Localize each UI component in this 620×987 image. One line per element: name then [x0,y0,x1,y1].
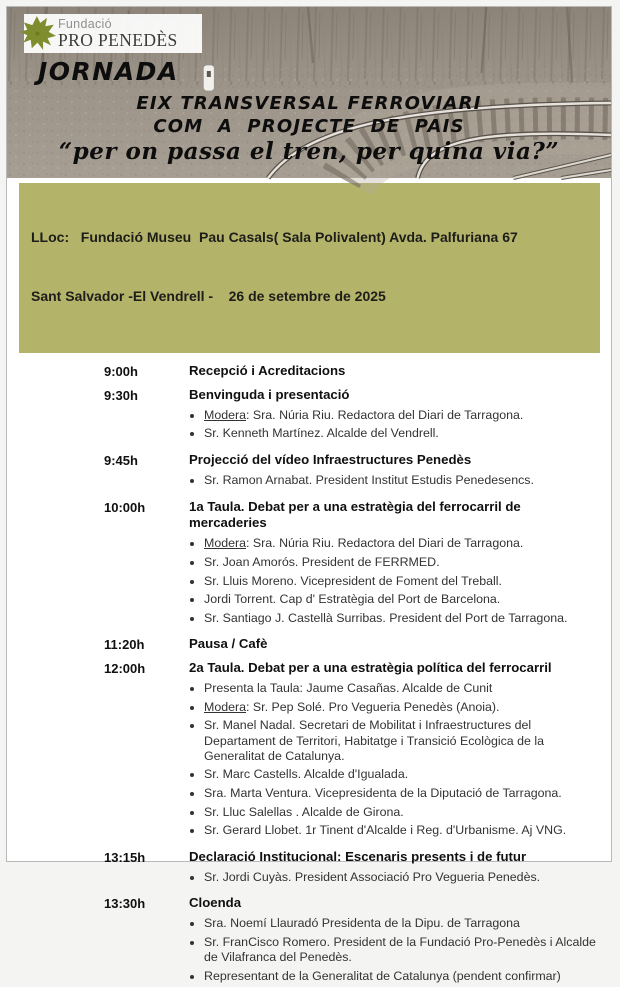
logo-line2: PRO PENEDÈS [58,29,178,50]
time-label: 9:30h [104,387,138,403]
title-line2: COM A PROJECTE DE PAIS [153,116,465,137]
schedule-row [104,452,603,492]
subtitle-quote: “per on passa el tren, per quina via?” [58,138,560,165]
schedule-row [104,895,603,987]
time-label: 9:00h [104,364,138,379]
schedule-row [104,499,603,630]
schedule [7,353,611,987]
schedule-row [104,387,603,445]
time-label: 13:15h [104,849,146,865]
session-content [189,660,603,842]
schedule-row [104,363,603,380]
leaf-icon [20,15,56,51]
speaker-item: • Jordi Torrent. Cap d' Estratègia del Port de Barcelona. [204,592,596,607]
speaker-item: • Sr. Ramon Arnabat. President Institut Estudis Penedesencs. [204,473,596,488]
moderator-label: Modera [204,407,247,422]
session-title: 2a Taula. Debat per a una estratègia política del ferrocarril [189,660,552,676]
moderator-label: Modera [204,699,247,714]
speaker-item: • Sra. Noemí Llauradó Presidenta de la Dipu. de Tarragona [204,916,596,931]
speaker-item: • Sr. Marc Castells. Alcalde d'Igualada. [204,767,596,782]
speaker-list [189,916,603,984]
session-title: Projecció del vídeo Infraestructures Penedès [189,452,472,468]
milestone-marker [203,65,214,91]
speaker-item: • Sr. FranCisco Romero. President de la Fundació Pro-Penedès i Alcalde de Vilafranca del Penedès. [204,935,596,965]
time-label: 11:20h [104,637,145,653]
speaker-item: • Sr. Kenneth Martínez. Alcalde del Vendrell. [204,426,596,441]
speaker-list [189,536,603,626]
speaker-list [189,408,603,442]
session-title: Benvinguda i presentació [189,386,350,402]
kicker-jornada: JORNADA [38,57,179,86]
poster-page [6,6,612,983]
time-label: 10:00h [104,499,146,515]
session-content [189,387,603,445]
time-label: 12:00h [104,661,146,677]
session-content [189,363,603,380]
session-content [189,636,603,653]
header-photo [7,7,611,178]
speaker-item: • Sr. Jordi Cuyàs. President Associació Pro Vegueria Penedès. [204,870,596,885]
speaker-item: • Sr. Santiago J. Castellà Surribas. President del Port de Tarragona. [204,611,596,626]
speaker-list [189,473,603,488]
speaker-item: • Modera: Sra. Núria Riu. Redactora del Diari de Tarragona. [204,408,596,423]
time-label: 9:45h [104,453,138,469]
speaker-list [189,681,603,838]
speaker-item: • Presenta la Taula: Jaume Casañas. Alcalde de Cunit [204,681,596,696]
speaker-item: • Sr. Lluc Salellas . Alcalde de Girona. [204,805,596,820]
location-date-bar [19,183,600,353]
session-title: Declaració Institucional: Escenaris presents i de futur [189,848,527,864]
speaker-item: • Sr. Lluis Moreno. Vicepresident de Foment del Treball. [204,574,596,589]
speaker-item: • Representant de la Generalitat de Catalunya (pendent confirmar) [204,969,596,984]
speaker-list [189,870,603,885]
time-label: 13:30h [104,896,146,912]
session-title: Pausa / Cafè [189,636,268,652]
title-line1: EIX TRANSVERSAL FERROVIARI [136,93,482,114]
session-content [189,849,603,889]
session-content [189,895,603,987]
speaker-item: • Sr. Joan Amorós. President de FERRMED. [204,555,596,570]
speaker-item: • Modera: Sra. Núria Riu. Redactora del Diari de Tarragona. [204,536,596,551]
speaker-item: • Sr. Manel Nadal. Secretari de Mobilitat i Infraestructures del Departament de Territori, Habitatge i Transició Ecològica de la Generalitat de Catalunya. [204,718,596,763]
moderator-label: Modera [204,536,247,551]
session-title: Cloenda [189,895,242,911]
session-content [189,452,603,492]
speaker-item: • Modera: Sr. Pep Solé. Pro Vegueria Penedès (Anoia). [204,700,596,715]
schedule-row [104,660,603,842]
speaker-item: • Sra. Marta Ventura. Vicepresidenta de la Diputació de Tarragona. [204,786,596,801]
date-line: Sant Salvador -El Vendrell - 26 de setembre de 2025 [31,288,386,305]
foundation-logo [24,14,202,53]
schedule-row [104,849,603,889]
logo-line1: Fundació [58,17,112,31]
session-content [189,499,603,630]
speaker-item: • Sr. Gerard Llobet. 1r Tinent d'Alcalde i Reg. d'Urbanisme. Aj VNG. [204,823,596,838]
session-title: 1a Taula. Debat per a una estratègia del ferrocarril de mercaderies [189,498,521,531]
schedule-row [104,636,603,653]
location-line: LLoc: Fundació Museu Pau Casals( Sala Polivalent) Avda. Palfuriana 67 [31,228,518,245]
session-title: Recepció i Acreditacions [189,363,346,378]
